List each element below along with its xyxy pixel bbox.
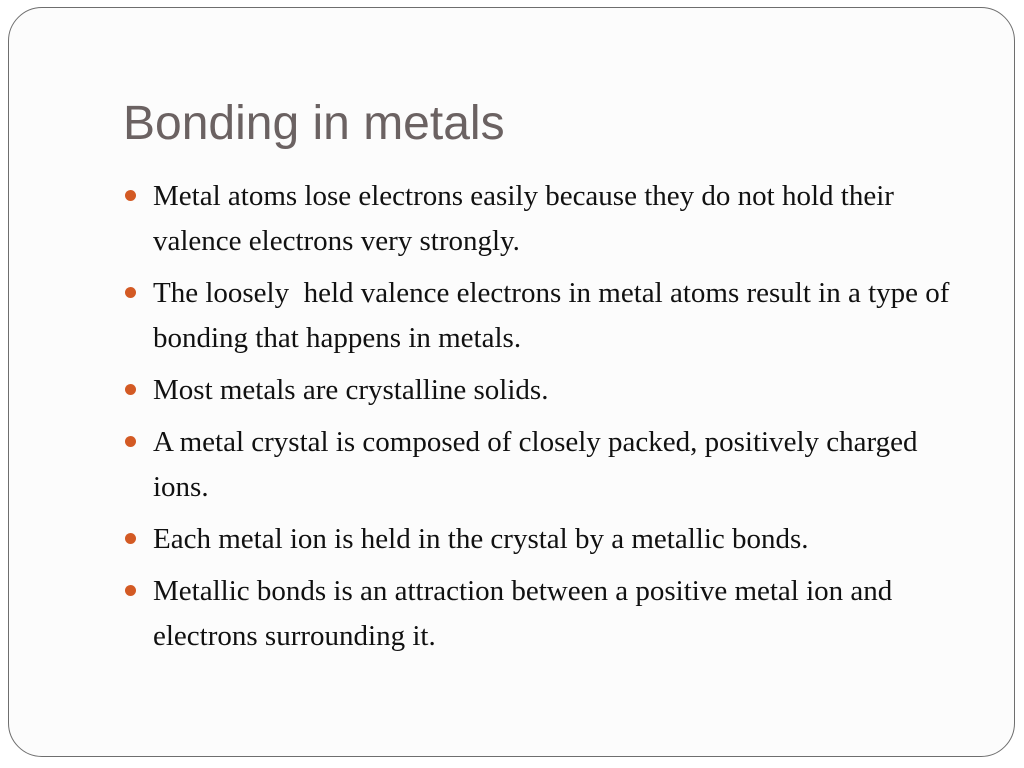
bullet-list (125, 174, 975, 666)
bullet-item (125, 569, 975, 659)
bullet-dot-icon (125, 585, 136, 596)
bullet-item (125, 420, 975, 510)
bullet-item (125, 174, 975, 264)
bullet-dot-icon (125, 190, 136, 201)
bullet-item (125, 517, 975, 562)
slide (8, 7, 1015, 757)
bullet-text: Each metal ion is held in the crystal by a metallic bonds. (153, 523, 809, 555)
bullet-dot-icon (125, 533, 136, 544)
bullet-dot-icon (125, 384, 136, 395)
bullet-dot-icon (125, 436, 136, 447)
bullet-item (125, 271, 975, 361)
bullet-item (125, 368, 975, 413)
slide-title: Bonding in metals (123, 97, 505, 150)
bullet-text: Most metals are crystalline solids. (153, 374, 549, 406)
bullet-text: Metal atoms lose electrons easily because they do not hold their valence electrons very strongly. (153, 180, 894, 257)
bullet-dot-icon (125, 287, 136, 298)
bullet-text: A metal crystal is composed of closely packed, positively charged ions. (153, 426, 918, 503)
bullet-text: The loosely held valence electrons in metal atoms result in a type of bonding that happens in metals. (153, 277, 957, 354)
bullet-text: Metallic bonds is an attraction between a positive metal ion and electrons surrounding it. (153, 575, 893, 652)
